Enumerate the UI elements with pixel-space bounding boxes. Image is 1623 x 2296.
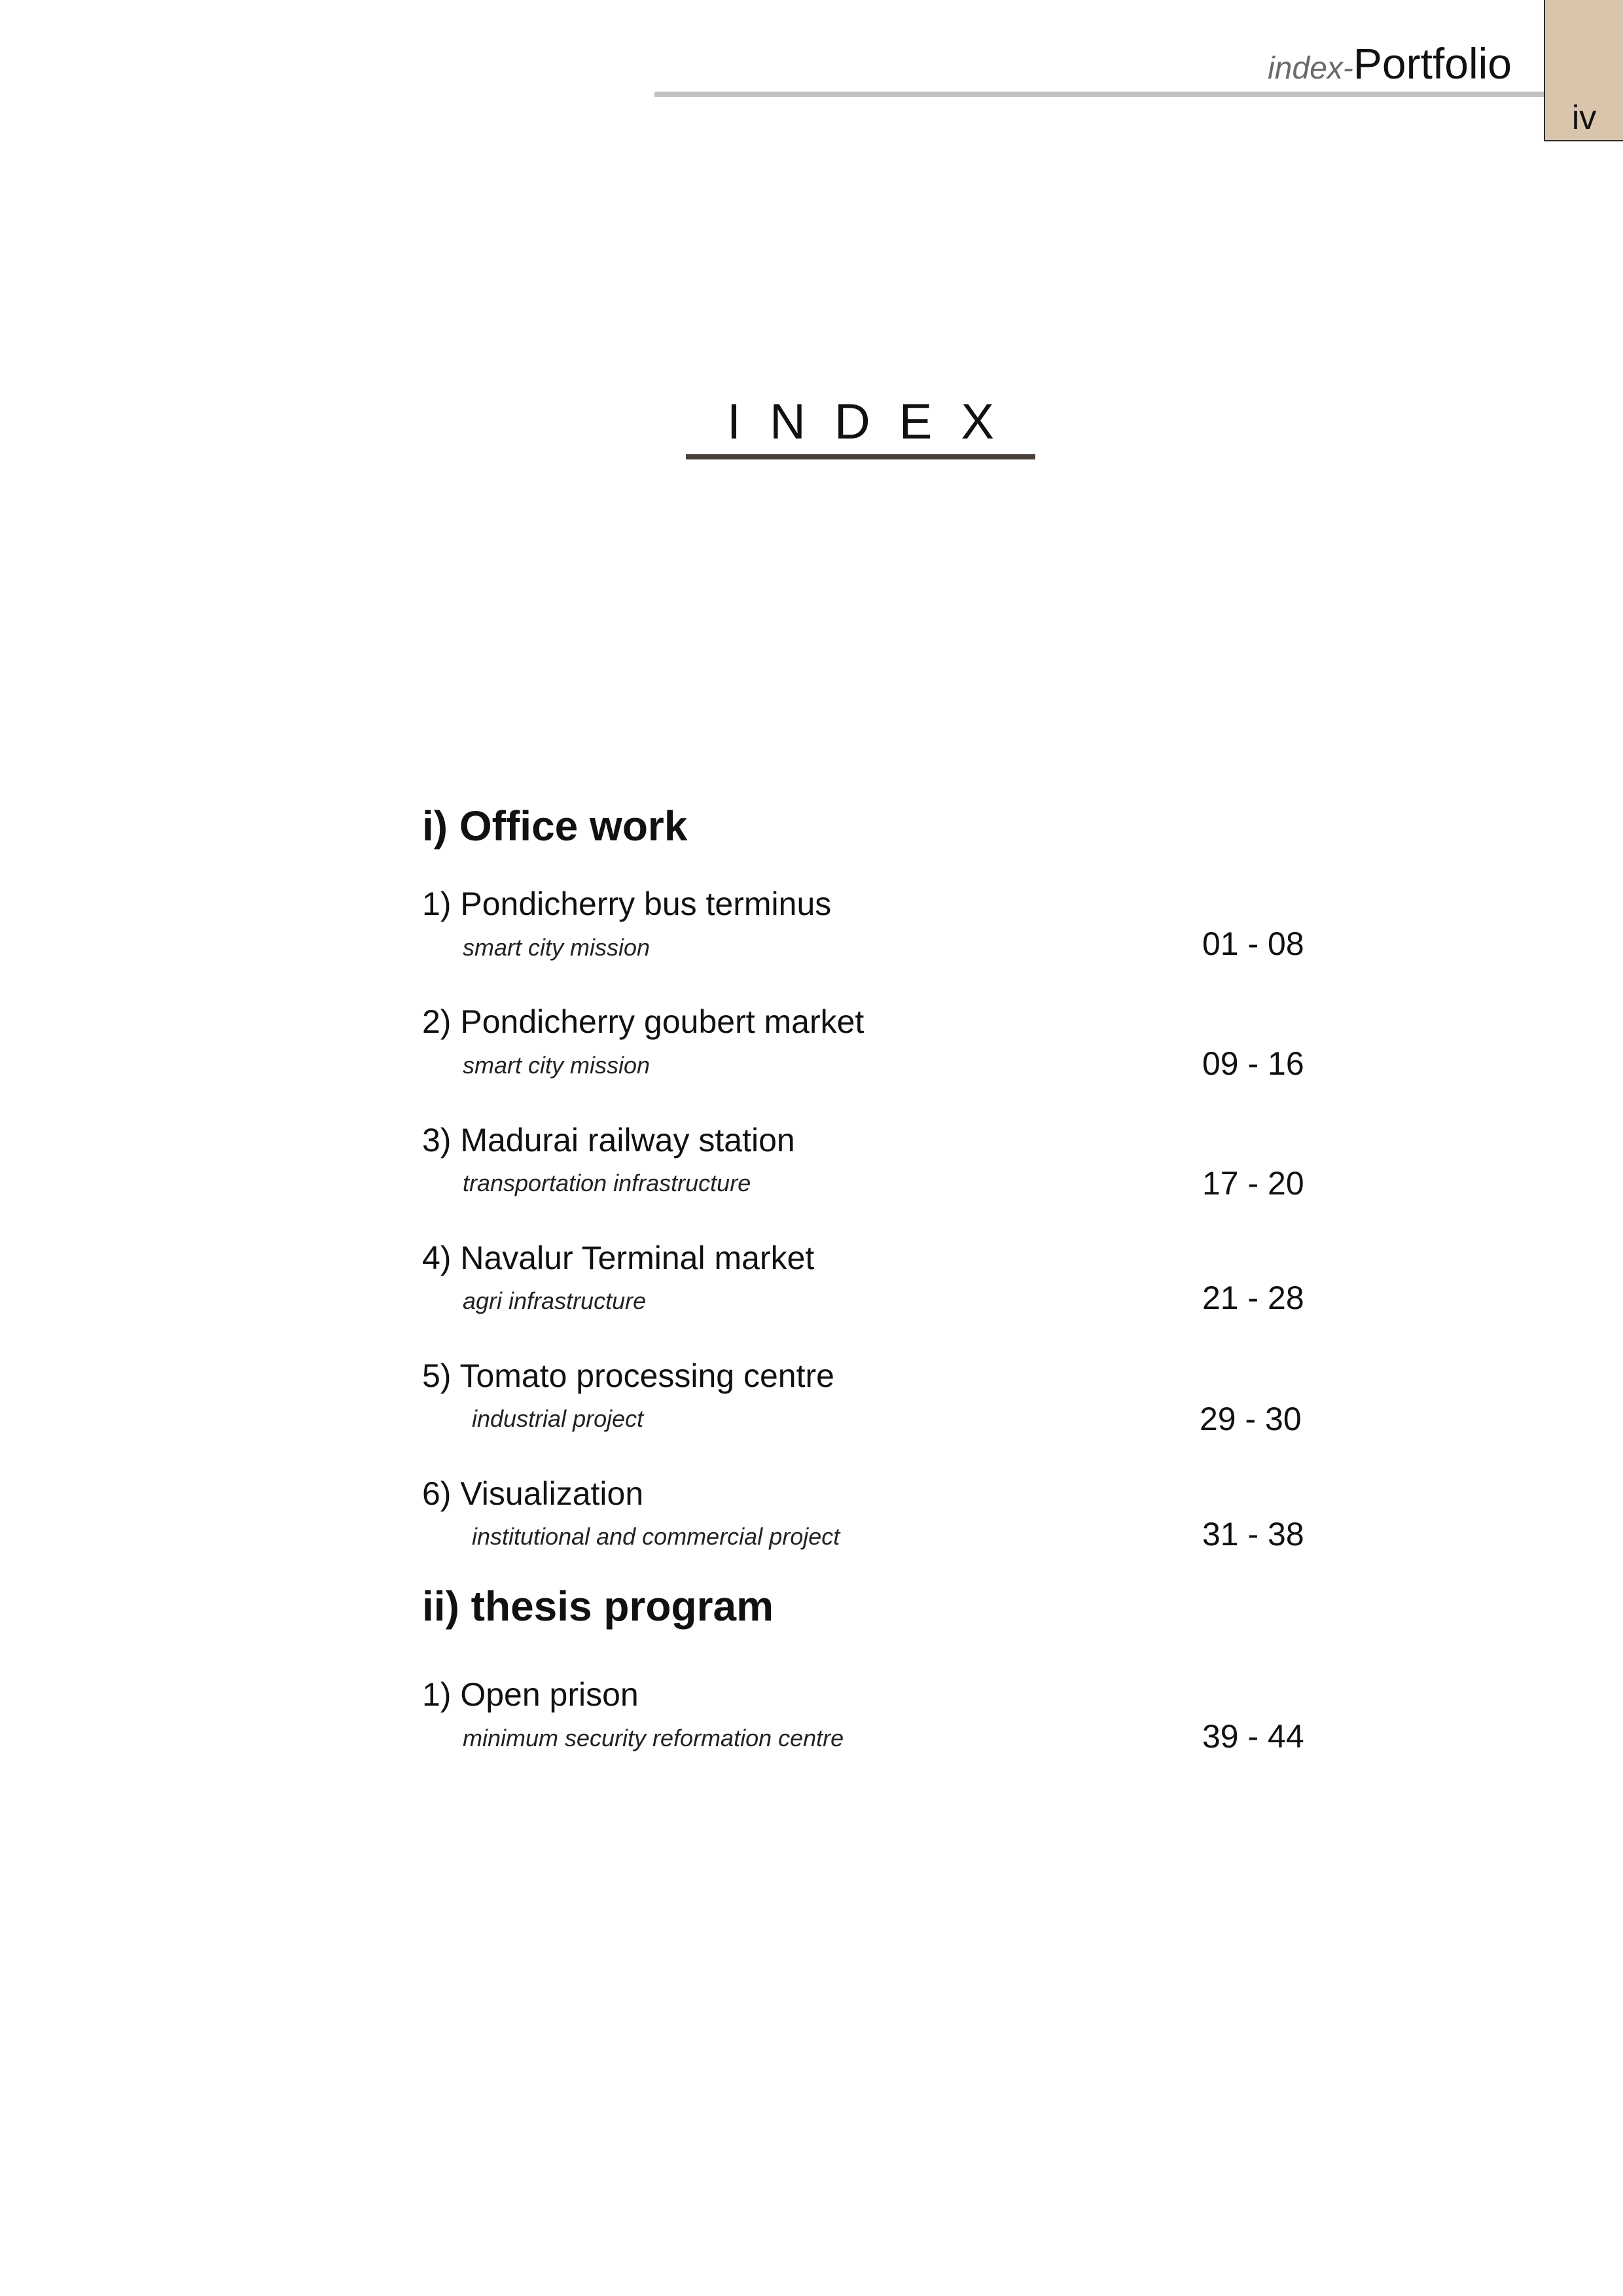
toc-entry-pages: 21 - 28 (1202, 1280, 1304, 1316)
toc-entry-subtitle: transportation infrastructure (463, 1170, 751, 1196)
toc-entry-pages: 39 - 44 (1202, 1718, 1304, 1755)
page-number: iv (1571, 99, 1597, 137)
toc-entry-subtitle: institutional and commercial project (472, 1523, 840, 1550)
toc-entry-pages: 17 - 20 (1202, 1165, 1304, 1202)
toc-entry-subtitle: smart city mission (463, 1052, 651, 1079)
toc-entry-subtitle: minimum security reformation centre (463, 1725, 844, 1751)
toc-entry-title: 6) Visualization (422, 1475, 644, 1512)
toc-entry-title: 4) Navalur Terminal market (422, 1240, 815, 1276)
header-title: Portfolio (1353, 39, 1512, 88)
toc-entry-pages: 29 - 30 (1200, 1401, 1302, 1437)
toc-entry-title: 2) Pondicherry goubert market (422, 1003, 865, 1040)
toc-entry-title: 1) Open prison (422, 1676, 639, 1713)
toc-entry-pages: 09 - 16 (1202, 1045, 1304, 1082)
running-header (1268, 34, 1512, 93)
toc-entry-subtitle: smart city mission (463, 934, 651, 961)
header-prefix: index- (1268, 51, 1353, 86)
toc-entry-title: 5) Tomato processing centre (422, 1357, 834, 1394)
toc-entry-pages: 31 - 38 (1202, 1516, 1304, 1552)
toc-entry-pages: 01 - 08 (1202, 925, 1304, 962)
section-title-office-work: i) Office work (422, 802, 688, 850)
toc-entry-subtitle: industrial project (472, 1405, 644, 1432)
header-rule (654, 92, 1551, 97)
toc-entry-subtitle: agri infrastructure (463, 1287, 647, 1314)
page-number-tab (1544, 0, 1623, 141)
index-heading-rule (686, 454, 1035, 459)
toc-entry-title: 3) Madurai railway station (422, 1122, 795, 1158)
index-heading: INDEX (726, 394, 1024, 450)
section-title-thesis-program: ii) thesis program (422, 1583, 774, 1630)
toc-entry-title: 1) Pondicherry bus terminus (422, 886, 832, 922)
